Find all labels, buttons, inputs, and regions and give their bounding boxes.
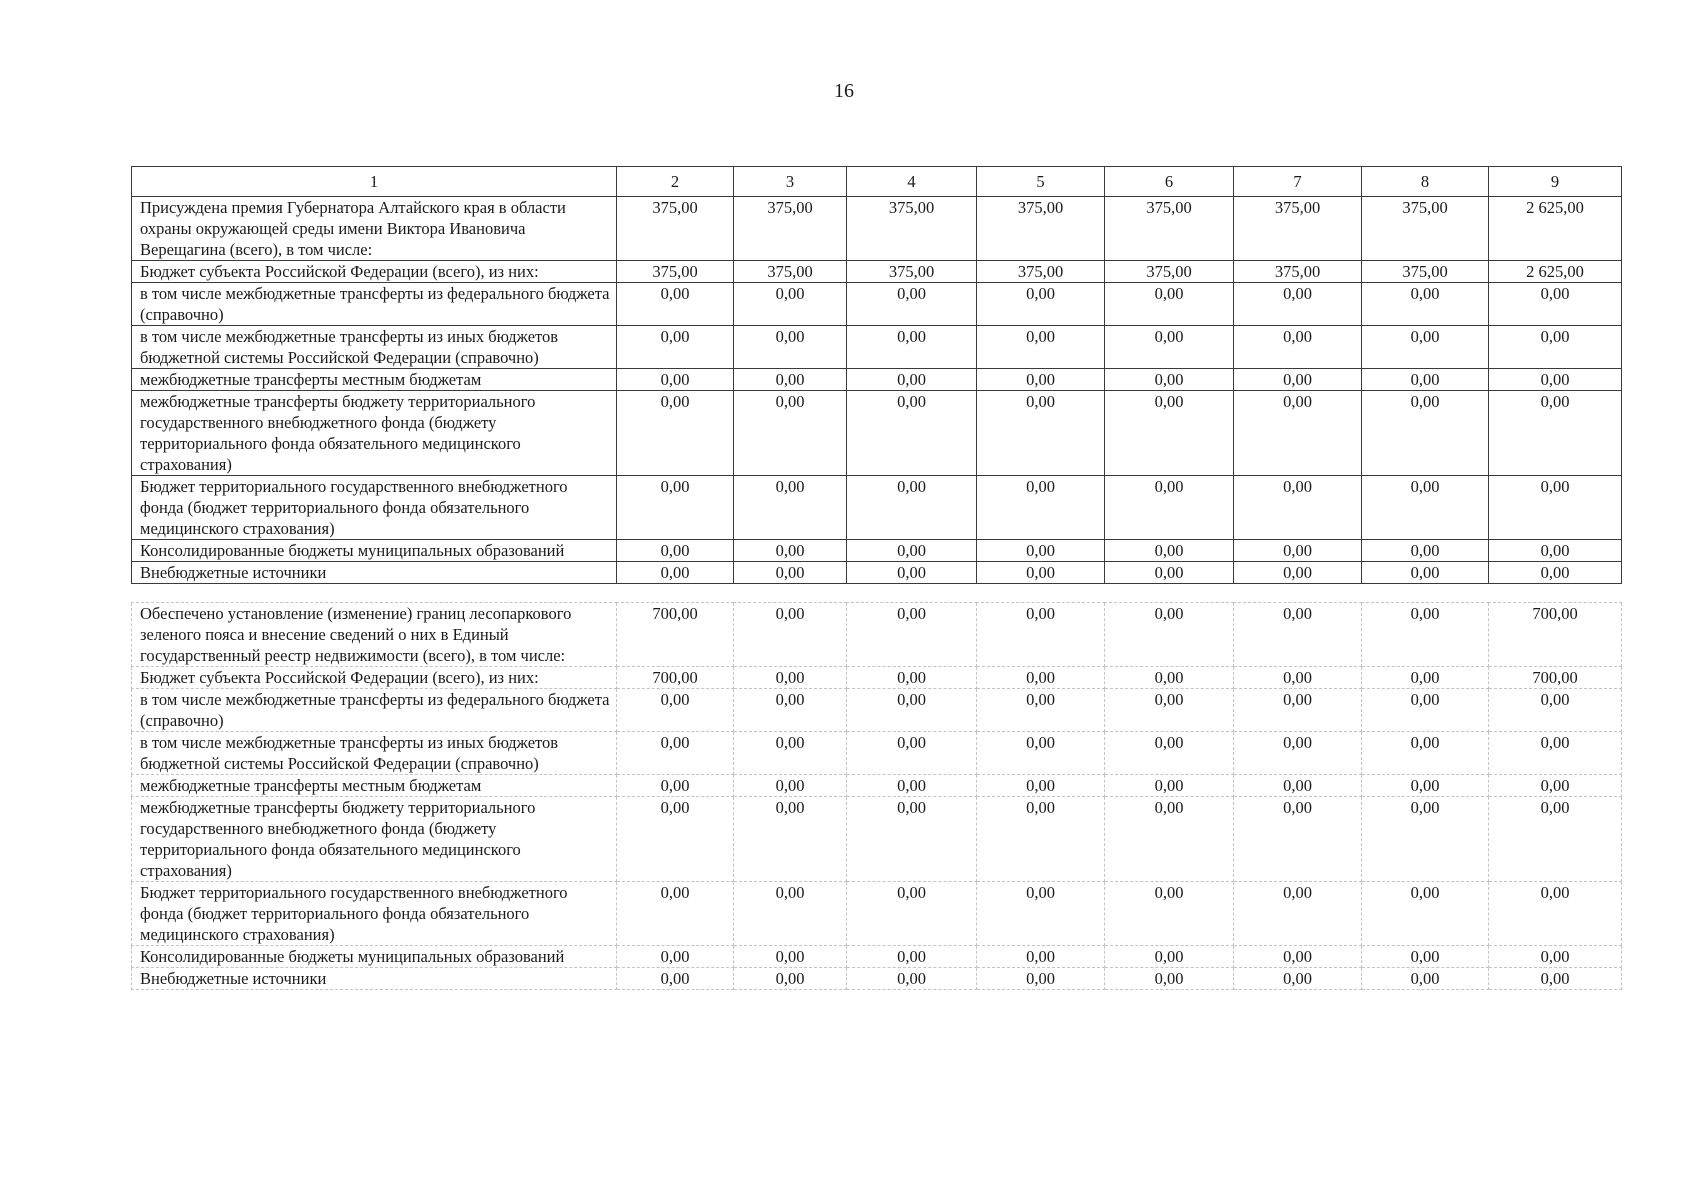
value-cell: 0,00 <box>1489 562 1622 584</box>
table-row <box>132 476 1622 540</box>
value-cell: 0,00 <box>734 689 847 732</box>
table-row <box>132 261 1622 283</box>
value-cell: 2 625,00 <box>1489 261 1622 283</box>
value-cell: 0,00 <box>1105 946 1234 968</box>
value-cell: 0,00 <box>617 283 734 326</box>
value-cell: 0,00 <box>977 603 1105 667</box>
value-cell: 0,00 <box>1234 326 1362 369</box>
value-cell: 0,00 <box>1234 797 1362 882</box>
value-cell: 0,00 <box>847 667 977 689</box>
value-cell: 0,00 <box>1489 689 1622 732</box>
value-cell: 375,00 <box>617 261 734 283</box>
value-cell: 0,00 <box>1489 283 1622 326</box>
value-cell: 0,00 <box>617 562 734 584</box>
value-cell: 0,00 <box>617 797 734 882</box>
value-cell: 0,00 <box>1234 946 1362 968</box>
value-cell: 0,00 <box>977 882 1105 946</box>
value-cell: 0,00 <box>1489 968 1622 990</box>
value-cell: 0,00 <box>617 369 734 391</box>
table-row <box>132 326 1622 369</box>
row-label: межбюджетные трансферты местным бюджетам <box>132 775 617 797</box>
value-cell: 0,00 <box>734 946 847 968</box>
value-cell: 0,00 <box>1234 476 1362 540</box>
section-award <box>132 197 1622 584</box>
value-cell: 0,00 <box>1489 391 1622 476</box>
value-cell: 0,00 <box>977 968 1105 990</box>
value-cell: 0,00 <box>1362 689 1489 732</box>
row-label: в том числе межбюджетные трансферты из иных бюджетов бюджетной системы Российской Федерации (справочно) <box>132 326 617 369</box>
table-row <box>132 667 1622 689</box>
value-cell: 375,00 <box>734 261 847 283</box>
value-cell: 0,00 <box>734 540 847 562</box>
value-cell: 0,00 <box>1105 540 1234 562</box>
table-header <box>132 167 1622 197</box>
value-cell: 0,00 <box>1362 326 1489 369</box>
table-row <box>132 540 1622 562</box>
value-cell: 0,00 <box>1234 603 1362 667</box>
value-cell: 0,00 <box>1489 476 1622 540</box>
value-cell: 0,00 <box>1234 667 1362 689</box>
value-cell: 0,00 <box>617 476 734 540</box>
section-spacer <box>132 584 1622 603</box>
value-cell: 375,00 <box>977 197 1105 261</box>
column-header: 7 <box>1234 167 1362 197</box>
value-cell: 375,00 <box>1234 197 1362 261</box>
value-cell: 0,00 <box>847 540 977 562</box>
value-cell: 0,00 <box>1362 882 1489 946</box>
value-cell: 0,00 <box>1489 369 1622 391</box>
value-cell: 0,00 <box>977 391 1105 476</box>
value-cell: 0,00 <box>847 797 977 882</box>
value-cell: 0,00 <box>734 369 847 391</box>
value-cell: 375,00 <box>1105 197 1234 261</box>
column-header: 2 <box>617 167 734 197</box>
value-cell: 0,00 <box>977 775 1105 797</box>
value-cell: 0,00 <box>1362 476 1489 540</box>
value-cell: 0,00 <box>847 775 977 797</box>
value-cell: 0,00 <box>617 946 734 968</box>
value-cell: 0,00 <box>617 732 734 775</box>
value-cell: 0,00 <box>1234 283 1362 326</box>
value-cell: 0,00 <box>847 326 977 369</box>
value-cell: 2 625,00 <box>1489 197 1622 261</box>
column-header: 1 <box>132 167 617 197</box>
row-label: Внебюджетные источники <box>132 562 617 584</box>
value-cell: 0,00 <box>1105 476 1234 540</box>
value-cell: 0,00 <box>1105 882 1234 946</box>
value-cell: 0,00 <box>1105 797 1234 882</box>
value-cell: 0,00 <box>977 283 1105 326</box>
value-cell: 0,00 <box>1105 775 1234 797</box>
table-row <box>132 391 1622 476</box>
value-cell: 0,00 <box>1105 603 1234 667</box>
row-label: в том числе межбюджетные трансферты из иных бюджетов бюджетной системы Российской Федерации (справочно) <box>132 732 617 775</box>
table-row <box>132 946 1622 968</box>
value-cell: 0,00 <box>1489 326 1622 369</box>
value-cell: 0,00 <box>734 476 847 540</box>
value-cell: 0,00 <box>734 797 847 882</box>
value-cell: 0,00 <box>847 968 977 990</box>
row-label: Присуждена премия Губернатора Алтайского края в области охраны окружающей среды имени Виктора Ивановича Верещагина (всего), в том числе: <box>132 197 617 261</box>
value-cell: 0,00 <box>1105 326 1234 369</box>
row-label: межбюджетные трансферты бюджету территориального государственного внебюджетного фонда (бюджету территориального фонда обязательного медицинского страхования) <box>132 391 617 476</box>
value-cell: 0,00 <box>847 732 977 775</box>
value-cell: 0,00 <box>1362 775 1489 797</box>
value-cell: 0,00 <box>977 476 1105 540</box>
value-cell: 0,00 <box>1362 603 1489 667</box>
row-label: Консолидированные бюджеты муниципальных образований <box>132 946 617 968</box>
value-cell: 0,00 <box>1234 540 1362 562</box>
value-cell: 0,00 <box>847 882 977 946</box>
value-cell: 0,00 <box>734 562 847 584</box>
column-header: 6 <box>1105 167 1234 197</box>
table-row <box>132 562 1622 584</box>
row-label: межбюджетные трансферты бюджету территориального государственного внебюджетного фонда (бюджету территориального фонда обязательного медицинского страхования) <box>132 797 617 882</box>
value-cell: 0,00 <box>1489 882 1622 946</box>
value-cell: 700,00 <box>1489 603 1622 667</box>
value-cell: 0,00 <box>1362 946 1489 968</box>
value-cell: 0,00 <box>977 797 1105 882</box>
value-cell: 0,00 <box>1105 732 1234 775</box>
value-cell: 0,00 <box>617 775 734 797</box>
row-label: межбюджетные трансферты местным бюджетам <box>132 369 617 391</box>
value-cell: 0,00 <box>1105 391 1234 476</box>
value-cell: 0,00 <box>617 689 734 732</box>
value-cell: 0,00 <box>1489 797 1622 882</box>
value-cell: 0,00 <box>1362 540 1489 562</box>
value-cell: 375,00 <box>1105 261 1234 283</box>
value-cell: 0,00 <box>1105 283 1234 326</box>
value-cell: 700,00 <box>617 603 734 667</box>
value-cell: 0,00 <box>617 391 734 476</box>
value-cell: 0,00 <box>1362 968 1489 990</box>
table-row <box>132 882 1622 946</box>
value-cell: 0,00 <box>847 946 977 968</box>
value-cell: 0,00 <box>1234 369 1362 391</box>
value-cell: 0,00 <box>734 882 847 946</box>
value-cell: 0,00 <box>1489 946 1622 968</box>
table-row <box>132 968 1622 990</box>
value-cell: 0,00 <box>1362 732 1489 775</box>
value-cell: 700,00 <box>617 667 734 689</box>
row-label: Обеспечено установление (изменение) границ лесопаркового зеленого пояса и внесение сведений о них в Единый государственный реестр недвижимости (всего), в том числе: <box>132 603 617 667</box>
value-cell: 0,00 <box>977 732 1105 775</box>
value-cell: 0,00 <box>617 968 734 990</box>
value-cell: 0,00 <box>1362 667 1489 689</box>
header-row <box>132 167 1622 197</box>
value-cell: 375,00 <box>847 261 977 283</box>
column-header: 9 <box>1489 167 1622 197</box>
table-row <box>132 797 1622 882</box>
value-cell: 0,00 <box>977 946 1105 968</box>
value-cell: 375,00 <box>847 197 977 261</box>
value-cell: 0,00 <box>1489 540 1622 562</box>
value-cell: 0,00 <box>977 369 1105 391</box>
value-cell: 0,00 <box>977 667 1105 689</box>
table-row <box>132 197 1622 261</box>
table-row <box>132 732 1622 775</box>
value-cell: 0,00 <box>1362 562 1489 584</box>
table-row <box>132 775 1622 797</box>
spacer-cell <box>132 584 1622 603</box>
value-cell: 0,00 <box>847 369 977 391</box>
value-cell: 0,00 <box>1105 689 1234 732</box>
row-label: Консолидированные бюджеты муниципальных образований <box>132 540 617 562</box>
value-cell: 0,00 <box>1362 369 1489 391</box>
value-cell: 0,00 <box>734 283 847 326</box>
value-cell: 375,00 <box>977 261 1105 283</box>
value-cell: 375,00 <box>617 197 734 261</box>
value-cell: 0,00 <box>1489 775 1622 797</box>
value-cell: 0,00 <box>847 689 977 732</box>
value-cell: 0,00 <box>734 391 847 476</box>
row-label: Внебюджетные источники <box>132 968 617 990</box>
row-label: Бюджет субъекта Российской Федерации (всего), из них: <box>132 667 617 689</box>
row-label: Бюджет субъекта Российской Федерации (всего), из них: <box>132 261 617 283</box>
page-number: 16 <box>834 80 854 102</box>
value-cell: 0,00 <box>734 603 847 667</box>
value-cell: 375,00 <box>734 197 847 261</box>
value-cell: 0,00 <box>734 775 847 797</box>
row-label: Бюджет территориального государственного внебюджетного фонда (бюджет территориального фонда обязательного медицинского страхования) <box>132 476 617 540</box>
value-cell: 0,00 <box>617 540 734 562</box>
value-cell: 0,00 <box>977 562 1105 584</box>
value-cell: 0,00 <box>1489 732 1622 775</box>
section-greenbelt <box>132 584 1622 990</box>
value-cell: 0,00 <box>847 283 977 326</box>
row-label: в том числе межбюджетные трансферты из федерального бюджета (справочно) <box>132 283 617 326</box>
value-cell: 0,00 <box>1105 369 1234 391</box>
value-cell: 0,00 <box>977 540 1105 562</box>
table-row <box>132 689 1622 732</box>
value-cell: 0,00 <box>1234 732 1362 775</box>
value-cell: 0,00 <box>1105 968 1234 990</box>
budget-table <box>131 166 1622 990</box>
column-header: 5 <box>977 167 1105 197</box>
value-cell: 0,00 <box>847 562 977 584</box>
value-cell: 0,00 <box>734 667 847 689</box>
value-cell: 0,00 <box>617 326 734 369</box>
value-cell: 375,00 <box>1362 197 1489 261</box>
value-cell: 0,00 <box>1362 283 1489 326</box>
column-header: 3 <box>734 167 847 197</box>
table-row <box>132 603 1622 667</box>
value-cell: 0,00 <box>1105 667 1234 689</box>
value-cell: 0,00 <box>1362 391 1489 476</box>
value-cell: 0,00 <box>1234 391 1362 476</box>
value-cell: 0,00 <box>734 968 847 990</box>
value-cell: 0,00 <box>734 326 847 369</box>
value-cell: 700,00 <box>1489 667 1622 689</box>
value-cell: 0,00 <box>1234 968 1362 990</box>
value-cell: 0,00 <box>1234 562 1362 584</box>
value-cell: 0,00 <box>734 732 847 775</box>
value-cell: 375,00 <box>1234 261 1362 283</box>
value-cell: 0,00 <box>1362 797 1489 882</box>
value-cell: 0,00 <box>847 603 977 667</box>
value-cell: 0,00 <box>1234 775 1362 797</box>
value-cell: 0,00 <box>977 689 1105 732</box>
value-cell: 0,00 <box>617 882 734 946</box>
value-cell: 375,00 <box>1362 261 1489 283</box>
table-row <box>132 283 1622 326</box>
value-cell: 0,00 <box>1234 689 1362 732</box>
row-label: Бюджет территориального государственного внебюджетного фонда (бюджет территориального фонда обязательного медицинского страхования) <box>132 882 617 946</box>
table-row <box>132 369 1622 391</box>
column-header: 4 <box>847 167 977 197</box>
value-cell: 0,00 <box>977 326 1105 369</box>
row-label: в том числе межбюджетные трансферты из федерального бюджета (справочно) <box>132 689 617 732</box>
value-cell: 0,00 <box>847 476 977 540</box>
value-cell: 0,00 <box>1105 562 1234 584</box>
value-cell: 0,00 <box>1234 882 1362 946</box>
column-header: 8 <box>1362 167 1489 197</box>
value-cell: 0,00 <box>847 391 977 476</box>
